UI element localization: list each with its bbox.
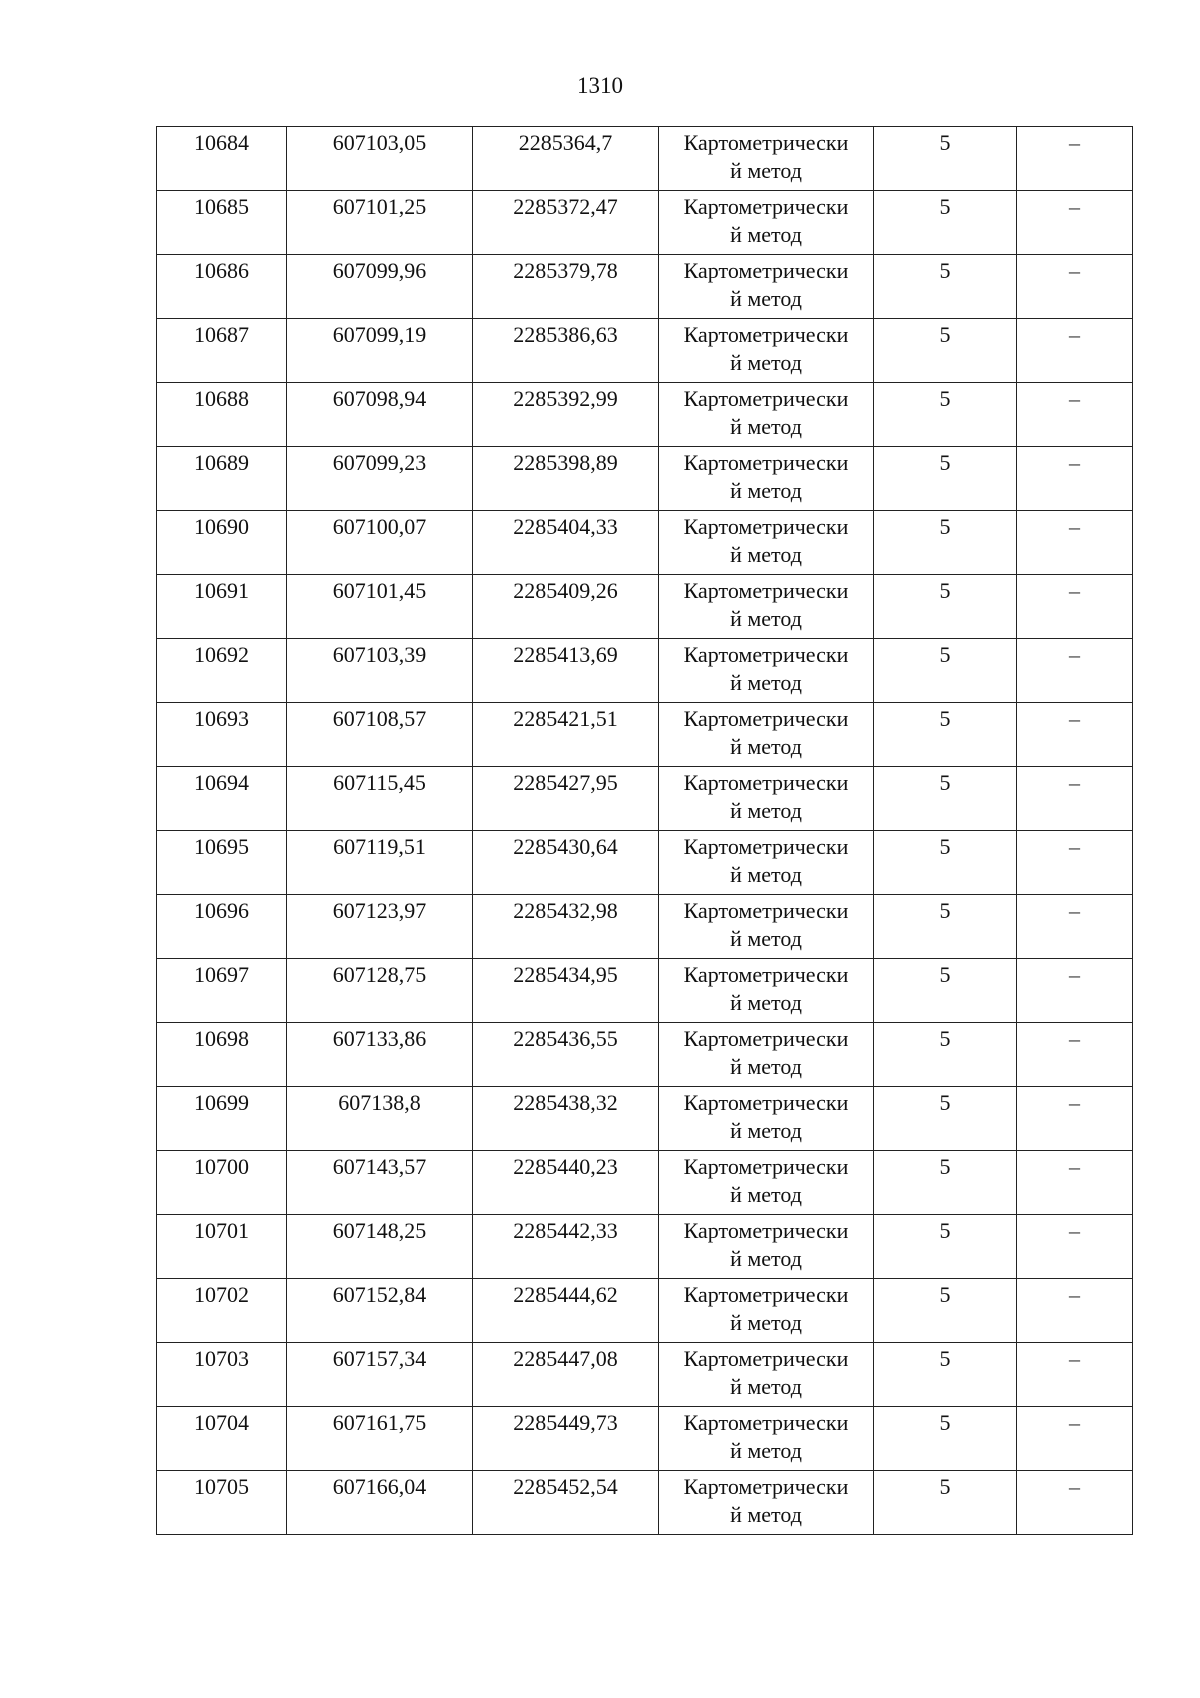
accuracy-cell: 5 — [874, 1279, 1017, 1343]
y-coordinate-cell: 2285434,95 — [473, 959, 659, 1023]
point-number-cell: 10684 — [157, 127, 287, 191]
point-number-cell: 10685 — [157, 191, 287, 255]
note-cell: – — [1017, 831, 1133, 895]
method-cell: Картометрически й метод — [659, 1471, 874, 1535]
method-cell: Картометрически й метод — [659, 1215, 874, 1279]
table-row — [157, 1407, 1133, 1471]
point-number-cell: 10687 — [157, 319, 287, 383]
point-number-cell: 10691 — [157, 575, 287, 639]
point-number-cell: 10686 — [157, 255, 287, 319]
accuracy-cell: 5 — [874, 895, 1017, 959]
note-cell: – — [1017, 191, 1133, 255]
point-number-cell: 10700 — [157, 1151, 287, 1215]
x-coordinate-cell: 607138,8 — [287, 1087, 473, 1151]
x-coordinate-cell: 607166,04 — [287, 1471, 473, 1535]
x-coordinate-cell: 607143,57 — [287, 1151, 473, 1215]
note-cell: – — [1017, 1023, 1133, 1087]
x-coordinate-cell: 607101,25 — [287, 191, 473, 255]
accuracy-cell: 5 — [874, 1471, 1017, 1535]
point-number-cell: 10703 — [157, 1343, 287, 1407]
method-cell: Картометрически й метод — [659, 1023, 874, 1087]
point-number-cell: 10689 — [157, 447, 287, 511]
y-coordinate-cell: 2285372,47 — [473, 191, 659, 255]
point-number-cell: 10697 — [157, 959, 287, 1023]
point-number-cell: 10702 — [157, 1279, 287, 1343]
page-number: 1310 — [577, 73, 623, 98]
table-row — [157, 575, 1133, 639]
accuracy-cell: 5 — [874, 191, 1017, 255]
table-row — [157, 831, 1133, 895]
accuracy-cell: 5 — [874, 319, 1017, 383]
table-body — [157, 127, 1133, 1535]
y-coordinate-cell: 2285442,33 — [473, 1215, 659, 1279]
point-number-cell: 10692 — [157, 639, 287, 703]
note-cell: – — [1017, 1279, 1133, 1343]
table-row — [157, 639, 1133, 703]
point-number-cell: 10701 — [157, 1215, 287, 1279]
method-cell: Картометрически й метод — [659, 831, 874, 895]
table-row — [157, 191, 1133, 255]
method-cell: Картометрически й метод — [659, 255, 874, 319]
method-cell: Картометрически й метод — [659, 1279, 874, 1343]
table-row — [157, 447, 1133, 511]
x-coordinate-cell: 607115,45 — [287, 767, 473, 831]
accuracy-cell: 5 — [874, 1343, 1017, 1407]
note-cell: – — [1017, 1087, 1133, 1151]
x-coordinate-cell: 607101,45 — [287, 575, 473, 639]
accuracy-cell: 5 — [874, 1215, 1017, 1279]
y-coordinate-cell: 2285438,32 — [473, 1087, 659, 1151]
y-coordinate-cell: 2285447,08 — [473, 1343, 659, 1407]
method-cell: Картометрически й метод — [659, 895, 874, 959]
y-coordinate-cell: 2285427,95 — [473, 767, 659, 831]
point-number-cell: 10694 — [157, 767, 287, 831]
y-coordinate-cell: 2285444,62 — [473, 1279, 659, 1343]
point-number-cell: 10688 — [157, 383, 287, 447]
y-coordinate-cell: 2285413,69 — [473, 639, 659, 703]
note-cell: – — [1017, 511, 1133, 575]
x-coordinate-cell: 607128,75 — [287, 959, 473, 1023]
accuracy-cell: 5 — [874, 575, 1017, 639]
x-coordinate-cell: 607108,57 — [287, 703, 473, 767]
accuracy-cell: 5 — [874, 831, 1017, 895]
table-row — [157, 1471, 1133, 1535]
method-cell: Картометрически й метод — [659, 639, 874, 703]
x-coordinate-cell: 607103,39 — [287, 639, 473, 703]
accuracy-cell: 5 — [874, 959, 1017, 1023]
table-row — [157, 255, 1133, 319]
note-cell: – — [1017, 639, 1133, 703]
method-cell: Картометрически й метод — [659, 447, 874, 511]
y-coordinate-cell: 2285392,99 — [473, 383, 659, 447]
accuracy-cell: 5 — [874, 1087, 1017, 1151]
note-cell: – — [1017, 1343, 1133, 1407]
method-cell: Картометрически й метод — [659, 191, 874, 255]
method-cell: Картометрически й метод — [659, 1407, 874, 1471]
accuracy-cell: 5 — [874, 1151, 1017, 1215]
method-cell: Картометрически й метод — [659, 959, 874, 1023]
table-row — [157, 511, 1133, 575]
accuracy-cell: 5 — [874, 703, 1017, 767]
table-row — [157, 1215, 1133, 1279]
table-row — [157, 127, 1133, 191]
table-row — [157, 959, 1133, 1023]
method-cell: Картометрически й метод — [659, 703, 874, 767]
x-coordinate-cell: 607098,94 — [287, 383, 473, 447]
y-coordinate-cell: 2285409,26 — [473, 575, 659, 639]
table-row — [157, 767, 1133, 831]
y-coordinate-cell: 2285398,89 — [473, 447, 659, 511]
point-number-cell: 10698 — [157, 1023, 287, 1087]
accuracy-cell: 5 — [874, 127, 1017, 191]
x-coordinate-cell: 607100,07 — [287, 511, 473, 575]
x-coordinate-cell: 607123,97 — [287, 895, 473, 959]
table-row — [157, 1151, 1133, 1215]
y-coordinate-cell: 2285421,51 — [473, 703, 659, 767]
table-row — [157, 383, 1133, 447]
method-cell: Картометрически й метод — [659, 1343, 874, 1407]
table-row — [157, 1343, 1133, 1407]
table-row — [157, 1279, 1133, 1343]
method-cell: Картометрически й метод — [659, 127, 874, 191]
y-coordinate-cell: 2285449,73 — [473, 1407, 659, 1471]
x-coordinate-cell: 607161,75 — [287, 1407, 473, 1471]
point-number-cell: 10699 — [157, 1087, 287, 1151]
x-coordinate-cell: 607099,23 — [287, 447, 473, 511]
accuracy-cell: 5 — [874, 255, 1017, 319]
x-coordinate-cell: 607099,96 — [287, 255, 473, 319]
note-cell: – — [1017, 255, 1133, 319]
point-number-cell: 10693 — [157, 703, 287, 767]
table-row — [157, 703, 1133, 767]
y-coordinate-cell: 2285364,7 — [473, 127, 659, 191]
y-coordinate-cell: 2285432,98 — [473, 895, 659, 959]
x-coordinate-cell: 607103,05 — [287, 127, 473, 191]
y-coordinate-cell: 2285430,64 — [473, 831, 659, 895]
note-cell: – — [1017, 959, 1133, 1023]
method-cell: Картометрически й метод — [659, 383, 874, 447]
accuracy-cell: 5 — [874, 639, 1017, 703]
point-number-cell: 10690 — [157, 511, 287, 575]
point-number-cell: 10695 — [157, 831, 287, 895]
note-cell: – — [1017, 703, 1133, 767]
method-cell: Картометрически й метод — [659, 1087, 874, 1151]
y-coordinate-cell: 2285452,54 — [473, 1471, 659, 1535]
point-number-cell: 10704 — [157, 1407, 287, 1471]
method-cell: Картометрически й метод — [659, 319, 874, 383]
accuracy-cell: 5 — [874, 767, 1017, 831]
y-coordinate-cell: 2285440,23 — [473, 1151, 659, 1215]
note-cell: – — [1017, 1471, 1133, 1535]
point-number-cell: 10705 — [157, 1471, 287, 1535]
note-cell: – — [1017, 575, 1133, 639]
y-coordinate-cell: 2285404,33 — [473, 511, 659, 575]
method-cell: Картометрически й метод — [659, 511, 874, 575]
x-coordinate-cell: 607099,19 — [287, 319, 473, 383]
y-coordinate-cell: 2285436,55 — [473, 1023, 659, 1087]
x-coordinate-cell: 607119,51 — [287, 831, 473, 895]
y-coordinate-cell: 2285386,63 — [473, 319, 659, 383]
accuracy-cell: 5 — [874, 383, 1017, 447]
note-cell: – — [1017, 1151, 1133, 1215]
x-coordinate-cell: 607133,86 — [287, 1023, 473, 1087]
note-cell: – — [1017, 1215, 1133, 1279]
table-row — [157, 895, 1133, 959]
accuracy-cell: 5 — [874, 447, 1017, 511]
method-cell: Картометрически й метод — [659, 575, 874, 639]
point-number-cell: 10696 — [157, 895, 287, 959]
x-coordinate-cell: 607148,25 — [287, 1215, 473, 1279]
accuracy-cell: 5 — [874, 1407, 1017, 1471]
table-row — [157, 1087, 1133, 1151]
note-cell: – — [1017, 447, 1133, 511]
y-coordinate-cell: 2285379,78 — [473, 255, 659, 319]
note-cell: – — [1017, 127, 1133, 191]
method-cell: Картометрически й метод — [659, 767, 874, 831]
x-coordinate-cell: 607152,84 — [287, 1279, 473, 1343]
method-cell: Картометрически й метод — [659, 1151, 874, 1215]
note-cell: – — [1017, 1407, 1133, 1471]
table-row — [157, 1023, 1133, 1087]
x-coordinate-cell: 607157,34 — [287, 1343, 473, 1407]
table-row — [157, 319, 1133, 383]
note-cell: – — [1017, 319, 1133, 383]
accuracy-cell: 5 — [874, 511, 1017, 575]
note-cell: – — [1017, 767, 1133, 831]
coordinates-table — [156, 126, 1133, 1535]
note-cell: – — [1017, 895, 1133, 959]
accuracy-cell: 5 — [874, 1023, 1017, 1087]
note-cell: – — [1017, 383, 1133, 447]
